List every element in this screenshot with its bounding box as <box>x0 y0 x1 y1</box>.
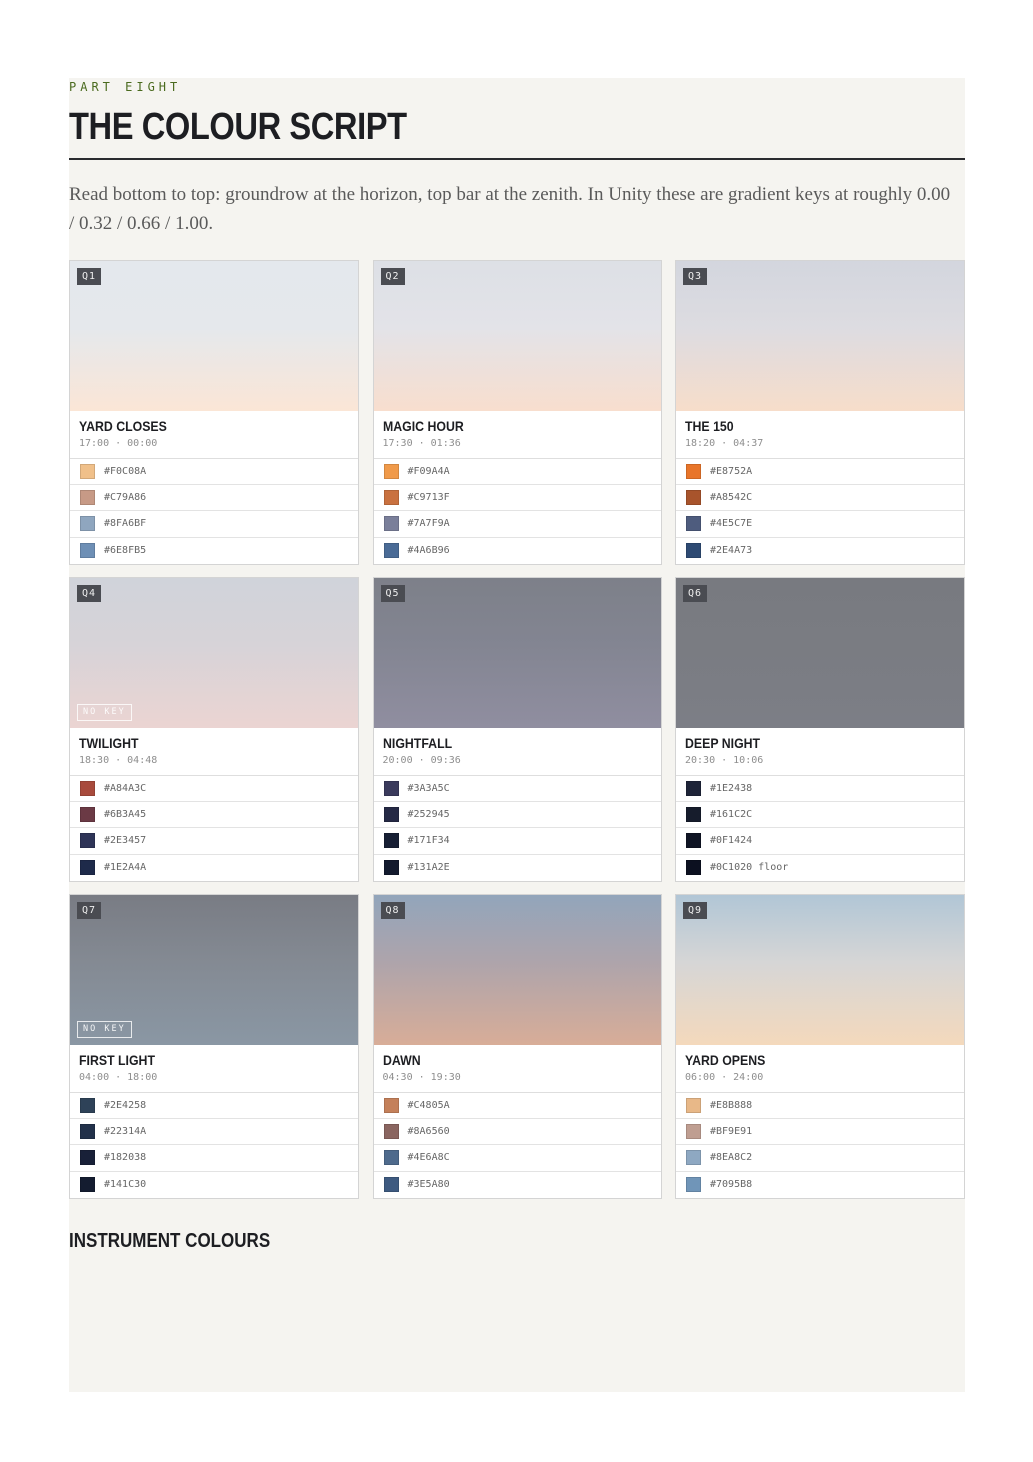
colour-card <box>69 894 359 1199</box>
hex-code: #0C1020 floor <box>710 862 789 874</box>
colour-chip <box>384 490 399 505</box>
swatch-row <box>676 538 964 564</box>
swatch-row <box>374 1119 661 1145</box>
quadrant-tag: Q8 <box>381 902 405 919</box>
swatch-row <box>676 511 964 537</box>
swatch-row <box>70 1119 358 1145</box>
colour-chip <box>80 1177 95 1192</box>
hex-code: #1E2438 <box>710 783 753 795</box>
hex-code: #C9713F <box>407 492 450 504</box>
colour-chip <box>686 781 701 796</box>
hex-code: #8A6560 <box>407 1126 450 1138</box>
card-time-range: 20:00 · 09:36 <box>382 755 461 766</box>
hex-code: #4E6A8C <box>407 1152 450 1164</box>
swatch-row <box>676 855 964 881</box>
hex-code: #8EA8C2 <box>710 1152 753 1164</box>
colour-chip <box>686 1177 701 1192</box>
colour-chip <box>80 833 95 848</box>
colour-card <box>373 894 662 1199</box>
colour-chip <box>686 464 701 479</box>
colour-chip <box>384 516 399 531</box>
eyebrow-label: PART EIGHT <box>69 80 182 94</box>
hex-code: #8FA6BF <box>104 518 147 530</box>
sky-gradient <box>676 578 964 728</box>
intro-paragraph: Read bottom to top: groundrow at the horizon, top bar at the zenith. In Unity these are gradient keys at roughly 0.00 / 0.32 / 0.66 / 1.00. <box>69 184 951 234</box>
swatch-list <box>70 775 358 881</box>
colour-chip <box>80 781 95 796</box>
hex-code: #252945 <box>407 809 450 821</box>
swatch-row <box>374 802 661 828</box>
hex-code: #131A2E <box>407 862 450 874</box>
card-time-range: 20:30 · 10:06 <box>685 755 764 766</box>
quadrant-tag: Q7 <box>77 902 101 919</box>
colour-card <box>373 260 662 565</box>
hex-code: #3A3A5C <box>407 783 450 795</box>
sky-gradient <box>70 895 358 1045</box>
swatch-row <box>70 511 358 537</box>
swatch-list <box>374 458 661 564</box>
card-time-range: 17:00 · 00:00 <box>79 438 158 449</box>
swatch-row <box>70 1093 358 1119</box>
hex-code: #3E5A80 <box>407 1179 450 1191</box>
colour-chip <box>384 833 399 848</box>
hex-code: #A84A3C <box>104 783 147 795</box>
swatch-row <box>70 538 358 564</box>
sky-gradient <box>70 578 358 728</box>
quadrant-tag: Q6 <box>683 585 707 602</box>
swatch-row <box>374 1093 661 1119</box>
swatch-list <box>70 1092 358 1198</box>
colour-chip <box>384 1098 399 1113</box>
swatch-row <box>70 459 358 485</box>
swatch-list <box>70 458 358 564</box>
colour-chip <box>80 1124 95 1139</box>
hex-code: #0F1424 <box>710 835 753 847</box>
sky-gradient <box>676 895 964 1045</box>
swatch-row <box>374 538 661 564</box>
colour-chip <box>384 464 399 479</box>
swatch-row <box>676 485 964 511</box>
quadrant-tag: Q2 <box>381 268 405 285</box>
hex-code: #2E3457 <box>104 835 147 847</box>
swatch-row <box>70 802 358 828</box>
colour-chip <box>80 516 95 531</box>
colour-chip <box>80 1150 95 1165</box>
card-title: DAWN <box>382 1052 421 1068</box>
title-rule <box>69 158 965 160</box>
swatch-row <box>676 1145 964 1171</box>
colour-chip <box>384 1177 399 1192</box>
hex-code: #6E8FB5 <box>104 545 147 557</box>
swatch-list <box>676 458 964 564</box>
card-title: YARD OPENS <box>685 1052 766 1068</box>
colour-chip <box>80 490 95 505</box>
colour-chip <box>686 807 701 822</box>
swatch-row <box>374 855 661 881</box>
sky-gradient <box>70 261 358 411</box>
swatch-row <box>70 1145 358 1171</box>
hex-code: #4E5C7E <box>710 518 753 530</box>
colour-chip <box>384 1150 399 1165</box>
swatch-row <box>374 511 661 537</box>
hex-code: #C4805A <box>407 1100 450 1112</box>
quadrant-tag: Q4 <box>77 585 101 602</box>
card-title: THE 150 <box>685 418 734 434</box>
swatch-row <box>676 1119 964 1145</box>
swatch-row <box>70 1172 358 1198</box>
swatch-row <box>374 1145 661 1171</box>
card-title: YARD CLOSES <box>79 418 167 434</box>
swatch-row <box>374 485 661 511</box>
colour-card <box>675 260 965 565</box>
hex-code: #141C30 <box>104 1179 147 1191</box>
quadrant-tag: Q3 <box>683 268 707 285</box>
swatch-row <box>676 459 964 485</box>
card-time-range: 04:30 · 19:30 <box>382 1072 461 1083</box>
colour-card <box>373 577 662 882</box>
colour-chip <box>686 1150 701 1165</box>
colour-card-grid <box>69 260 965 1199</box>
colour-card <box>69 577 359 882</box>
sky-gradient <box>374 261 661 411</box>
card-title: NIGHTFALL <box>382 735 452 751</box>
colour-chip <box>686 860 701 875</box>
swatch-row <box>676 776 964 802</box>
swatch-row <box>676 1172 964 1198</box>
card-title: DEEP NIGHT <box>685 735 761 751</box>
sky-gradient <box>676 261 964 411</box>
hex-code: #E8752A <box>710 466 753 478</box>
swatch-list <box>374 1092 661 1198</box>
colour-card <box>675 894 965 1199</box>
colour-chip <box>80 1098 95 1113</box>
section-heading: INSTRUMENT COLOURS <box>69 1230 271 1252</box>
swatch-row <box>70 776 358 802</box>
hex-code: #7A7F9A <box>407 518 450 530</box>
colour-chip <box>686 1124 701 1139</box>
colour-chip <box>384 860 399 875</box>
quadrant-tag: Q9 <box>683 902 707 919</box>
swatch-row <box>70 828 358 854</box>
sky-gradient <box>374 895 661 1045</box>
card-title: TWILIGHT <box>79 735 139 751</box>
hex-code: #C79A86 <box>104 492 147 504</box>
hex-code: #A8542C <box>710 492 753 504</box>
swatch-row <box>374 828 661 854</box>
swatch-row <box>70 485 358 511</box>
colour-chip <box>80 543 95 558</box>
card-time-range: 04:00 · 18:00 <box>79 1072 158 1083</box>
card-time-range: 18:30 · 04:48 <box>79 755 158 766</box>
colour-chip <box>686 516 701 531</box>
hex-code: #171F34 <box>407 835 450 847</box>
no-key-badge: NO KEY <box>77 704 132 721</box>
colour-script-page <box>69 78 965 1392</box>
colour-chip <box>80 860 95 875</box>
swatch-list <box>374 775 661 881</box>
page-title: THE COLOUR SCRIPT <box>69 106 407 148</box>
colour-chip <box>384 1124 399 1139</box>
colour-chip <box>80 807 95 822</box>
hex-code: #6B3A45 <box>104 809 147 821</box>
hex-code: #F09A4A <box>407 466 450 478</box>
swatch-row <box>374 1172 661 1198</box>
hex-code: #2E4258 <box>104 1100 147 1112</box>
colour-chip <box>686 490 701 505</box>
card-title: FIRST LIGHT <box>79 1052 155 1068</box>
card-time-range: 06:00 · 24:00 <box>685 1072 764 1083</box>
colour-chip <box>384 543 399 558</box>
hex-code: #2E4A73 <box>710 545 753 557</box>
swatch-list <box>676 775 964 881</box>
hex-code: #BF9E91 <box>710 1126 753 1138</box>
hex-code: #161C2C <box>710 809 753 821</box>
quadrant-tag: Q5 <box>381 585 405 602</box>
colour-chip <box>686 833 701 848</box>
colour-chip <box>686 543 701 558</box>
sky-gradient <box>374 578 661 728</box>
hex-code: #1E2A4A <box>104 862 147 874</box>
swatch-list <box>676 1092 964 1198</box>
hex-code: #4A6B96 <box>407 545 450 557</box>
no-key-badge: NO KEY <box>77 1021 132 1038</box>
swatch-row <box>676 802 964 828</box>
swatch-row <box>374 776 661 802</box>
colour-card <box>69 260 359 565</box>
hex-code: #E8B888 <box>710 1100 753 1112</box>
swatch-row <box>676 828 964 854</box>
card-time-range: 18:20 · 04:37 <box>685 438 764 449</box>
colour-card <box>675 577 965 882</box>
hex-code: #22314A <box>104 1126 147 1138</box>
swatch-row <box>70 855 358 881</box>
hex-code: #7095B8 <box>710 1179 753 1191</box>
hex-code: #F0C08A <box>104 466 147 478</box>
card-time-range: 17:30 · 01:36 <box>382 438 461 449</box>
hex-code: #182038 <box>104 1152 147 1164</box>
colour-chip <box>384 807 399 822</box>
colour-chip <box>80 464 95 479</box>
card-title: MAGIC HOUR <box>382 418 464 434</box>
quadrant-tag: Q1 <box>77 268 101 285</box>
swatch-row <box>676 1093 964 1119</box>
colour-chip <box>686 1098 701 1113</box>
swatch-row <box>374 459 661 485</box>
colour-chip <box>384 781 399 796</box>
